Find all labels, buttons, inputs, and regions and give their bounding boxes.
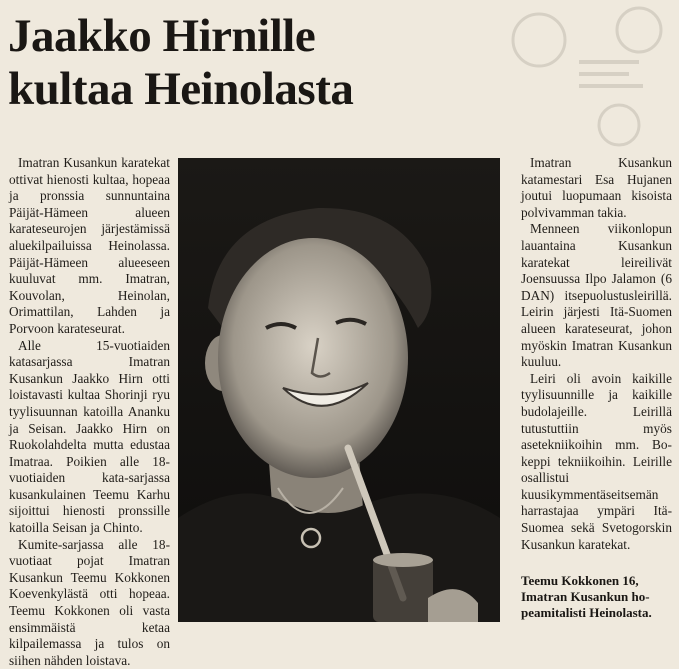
smiling-boy-photo xyxy=(178,158,500,622)
article-left-column xyxy=(9,155,170,669)
left-paragraph-2: Alle 15-vuotiaiden katasarjassa Imatran Kusankun Jaakko Hirn otti loistavasti kultaa Shorinji ryu tyylisuunnan katoilla Ananku ja Seisan. Jaakko Hirn on Ruokolahdelta mutta edustaa Imatraa. Poikien alle 18-vuotiaiden kata-sarjassa kusankulainen Teemu Karhu sijoittui hienosti pronssille katoilla Seisan ja Chinto. xyxy=(9,337,170,536)
headline-line-2: kultaa Heinolasta xyxy=(8,63,354,115)
photo-caption xyxy=(521,573,673,621)
right-paragraph-3: Leiri oli avoin kaikille tyylisuunnille ja kaikille budolajeille. Leirillä tutustuttiin myös asetekniikoihin mm. Bo-keppi tekniikoihin. Leirille osallistui kuusikymmentäseitsemän harrastajaa ympäri Itä-Suomea sekä Svetogorskin Kusankun karatekat. xyxy=(521,370,672,552)
right-paragraph-1: Imatran Kusankun katamestari Esa Hujanen joutui luopumaan kisoista polvivamman takia. xyxy=(521,155,672,220)
article-right-column xyxy=(521,155,672,553)
headline-line-1: Jaakko Hirnille xyxy=(8,10,316,62)
left-paragraph-3: Kumite-sarjassa alle 18-vuotiaat pojat Imatran Kusankun Teemu Kokkonen Koevenkylästä otti hopeaa. Teemu Kokkonen oli vasta ensimmäistä ketaa kilpailemassa ja tulos on siihen nähden loistava. xyxy=(9,536,170,668)
left-paragraph-1: Imatran Kusankun karatekat ottivat hienosti kultaa, hopeaa ja pronssia sunnuntaina Päijät-Hämeen alueen karateseurojen järjestämissä aluekilpailuissa Heinolassa. Päijät-Hämeen alueeseen kuuluvat mm. Imatran, Kouvolan, Heinolan, Orimattilan, Lahden ja Porvoon karateseurat. xyxy=(9,155,170,336)
caption-line-3: peamitalisti Heinolasta. xyxy=(521,605,652,620)
caption-line-1: Teemu Kokkonen 16, xyxy=(521,573,639,588)
caption-line-2: Imatran Kusankun ho- xyxy=(521,589,650,604)
photo-illustration xyxy=(178,158,500,622)
right-paragraph-2: Menneen viikonlopun lauantaina Kusankun karatekat leireilivät Joensuussa Ilpo Jalamon (6 DAN) itsepuolustusleirillä. Leirin järjesti Itä-Suomen alueen karateseurat, johon myöskin Imatran Kusankun kuuluu. xyxy=(521,221,672,370)
article-headline xyxy=(8,10,508,116)
bleed-through-decoration xyxy=(499,0,679,150)
